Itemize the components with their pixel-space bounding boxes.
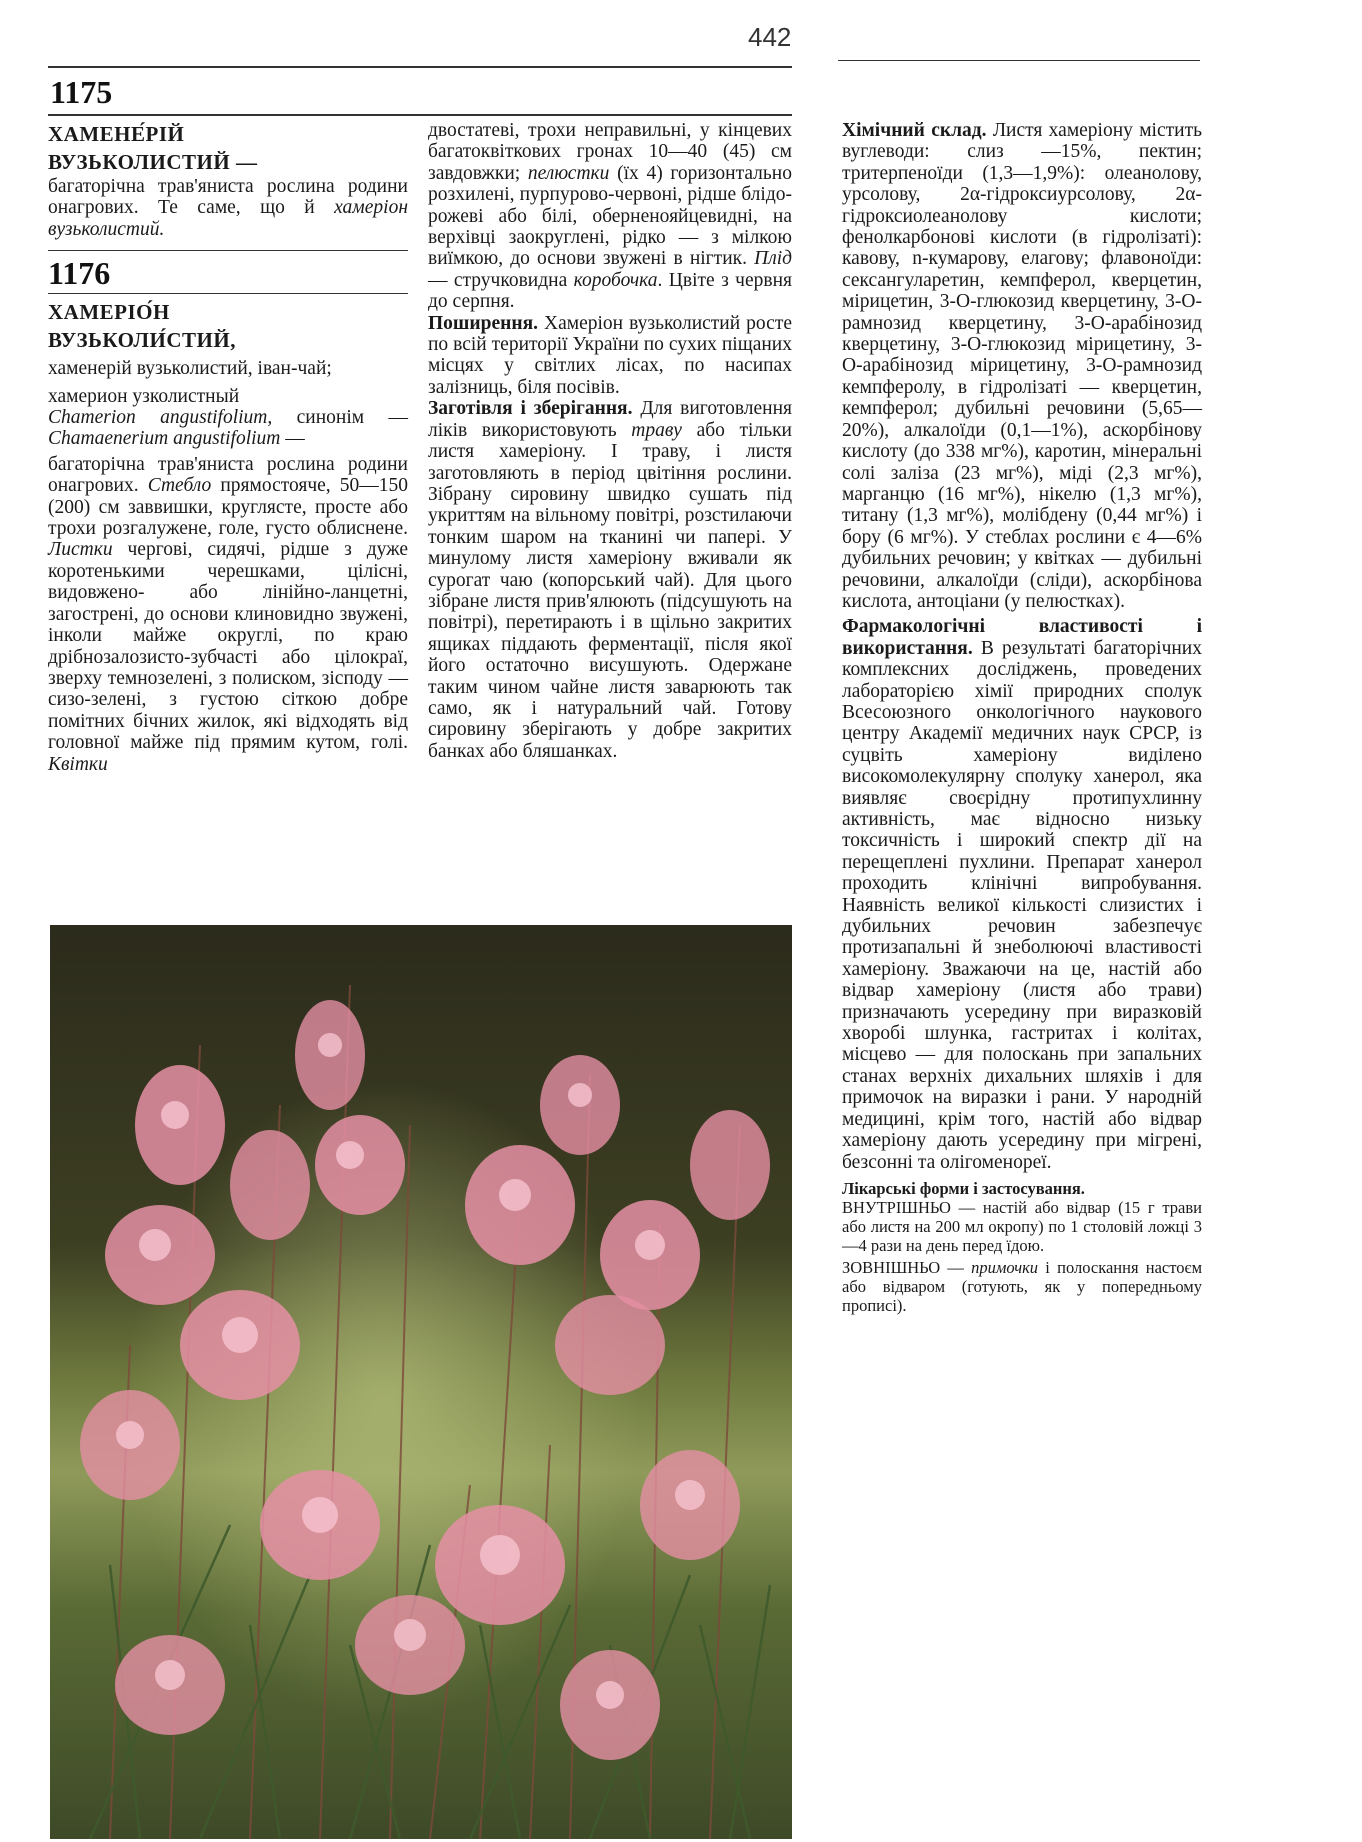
entry-title-1175: ХАМЕНЕ́РІЙ ВУЗЬКОЛИСТИЙ — [48, 122, 258, 174]
column-1 [48, 120, 408, 775]
column-2 [428, 120, 792, 791]
latin-name: Chamerion angustifolium, синонім — Chamaenerium angustifolium — [48, 407, 408, 450]
chem-paragraph: Хімічний склад. Листя хамеріону містить вуглеводи: слиз —15%, пектин; тритерпеноїди (1,3—1,9%): олеанолову, урсолову, 2α-гідроксиурсолову, 2α-гідроксиолеанолову кислоти; фенолкарбонові кислоти (в гідролізаті): кавову, n-кумарову, елагову; флавоноїди: сексангуларетин, кемпферол, кверцетин, мірицетин, 3-О-глюкозид кверцетину, 3-О-рамнозид кверцетину, 3-О-арабінозид кверцетину, 3-О-глюкозид мірицетину, 3-О-арабінозид мірицетину, 3-О-рамнозид кемпферолу, в гідролізаті — кверцетин, кемпферол; дубильні речовини (5,65—20%), алкалоїди (0,1—1%), аскорбінову кислоту (до 338 мг%), каротин, мінеральні солі заліза (23 мг%), міді (2,3 мг%), марганцю (16 мг%), нікелю (1,3 мг%), титану (1,3 мг%), молібдену (0,44 мг%) і бору (6 мг%). У стеблах рослини є 4—6% дубильних речовин; у квітках — дубильні речовини, алкалоїди (сліди), аскорбінова кислота, антоціани (у пелюстках). [842, 120, 1202, 612]
header-rule-left [48, 66, 792, 68]
entry-title-1176: ХАМЕРІО́Н ВУЗЬКОЛИ́СТИЙ, [48, 300, 236, 353]
description-start: багаторічна трав'яниста рослина родини онагрових. Стебло прямостояче, 50—150 (200) см заввишки, кругляcте, просте або трохи розгалужене, голе, густо облиснене. Листки чергові, сидячі, рідше з дуже коротенькими черешками, цілісні, видовжено- або лінійно-ланцетні, загострені, до основи клиновидно звужені, інколи майже округлі, по краю дрібнозалозисто-зубчасті або цілокраї, зверху темнозелені, з полиском, зісподу — сизо-зелені, з густою сіткою добре помітних бічних жилок, які відходять від головної майже під прямим кутом, голі. Квітки [48, 453, 408, 775]
pharm-paragraph: Фармакологічні властивості і використання. В результаті багаторічних комплексних досліджень, проведених лабораторією хімії природних сполук Всесоюзного онкологічного наукового центру Академії медичних наук СРСР, із суцвіть хамеріону виділено високомолекулярну сполуку ханерол, яка виявляє своєрідну протипухлинну активність, має відносно низьку токсичність і широкий спектр дії на перещеплені пухлини. Препарат ханерол проходить клінічні випробування. Наявність великої кількості слизистих і дубильних речовин забезпечує протизапальні й знеболюючі властивості хамеріону. Зважаючи на це, настій або відвар хамеріону (листя або трави) призначають усередину при виразковій хворобі шлунка, гастритах і колітах, місцево — для полоскань при запальних станах верхніх дихальних шляхів і для примочок на виразки і рани. У народній медицині, крім того, настій або відвар хамеріону дають усередину при мігрені, безсонні та олігоменореї. [842, 616, 1202, 1173]
entry-number-1175: 1175 [50, 74, 113, 110]
flowers-text: двостатеві, трохи неправильні, у кінцевих багатоквіткових гронах 10—40 (45) см завдовжки; пелюстки (їх 4) горизонтально розхилені, пурпурово-червоні, рідше блідо-рожеві або білі, оберненояйцевидні, на верхівці заокруглені, рідко — з мілкою виїмкою, до основи звужені в нігтик. Плід — стручковидна коробочка. Цвіте з червня до серпня. [428, 120, 792, 313]
forms-heading: Лікарські форми і застосування. [842, 1178, 1085, 1198]
synonyms-uk: хаменерій вузьколистий, іван-чай; [48, 358, 332, 380]
entry-number-1176: 1176 [48, 255, 111, 292]
harvest-paragraph: Заготівля і зберігання. Для виготовлення ліків використовують траву або тільки листя хамеріону. І траву, і листя заготовляють в період цвітіння рослини. Зібрану сировину швидко сушать під укриттям на вільному повітрі, розстилаючи тонким шаром на тканині чи папері. У минулому листя хамеріону вживали як сурогат чаю (копорський чай). Для цього зібране листя прив'ялюють (підсушують на повітрі), перетирають і в щільно закритих ящиках піддають ферментації, після якої його остаточно висушують. Одержане таким чином чайне листя заварюють так само, як і натуральний чай. Готову сировину зберігають у добре закритих банках або бляшанках. [428, 398, 792, 762]
entry-body-1175: багаторічна трав'яниста рослина родини онагрових. Те саме, що й хамеріон вузьколистий. [48, 176, 408, 240]
internal-usage: ВНУТРІШНЬО — настій або відвар (15 г трави або листя на 200 мл окропу) по 1 столовій ложці 3—4 рази на день перед їдою. [842, 1197, 1202, 1255]
fireweed-photo [50, 925, 792, 1839]
spread-paragraph: Поширення. Хамеріон вузьколистий росте по всій території України по сухих піщаних місцях у світлих лісах, по насипах залізниць, біля посівів. [428, 312, 792, 398]
entry-rule-1175 [48, 114, 792, 116]
header-rule-right [838, 60, 1200, 61]
external-usage: ЗОВНІШНЬО — примочки і полоскання настоєм або відваром (готують, як у попередньому прописі). [842, 1257, 1203, 1315]
entry-rule-1176 [48, 293, 408, 294]
page-number: 442 [748, 22, 792, 52]
fireweed-illustration [50, 925, 792, 1839]
column-3 [842, 120, 1202, 1315]
synonym-ru: хамерион узколистный [48, 385, 240, 407]
entry-rule-1176-top [48, 250, 408, 251]
